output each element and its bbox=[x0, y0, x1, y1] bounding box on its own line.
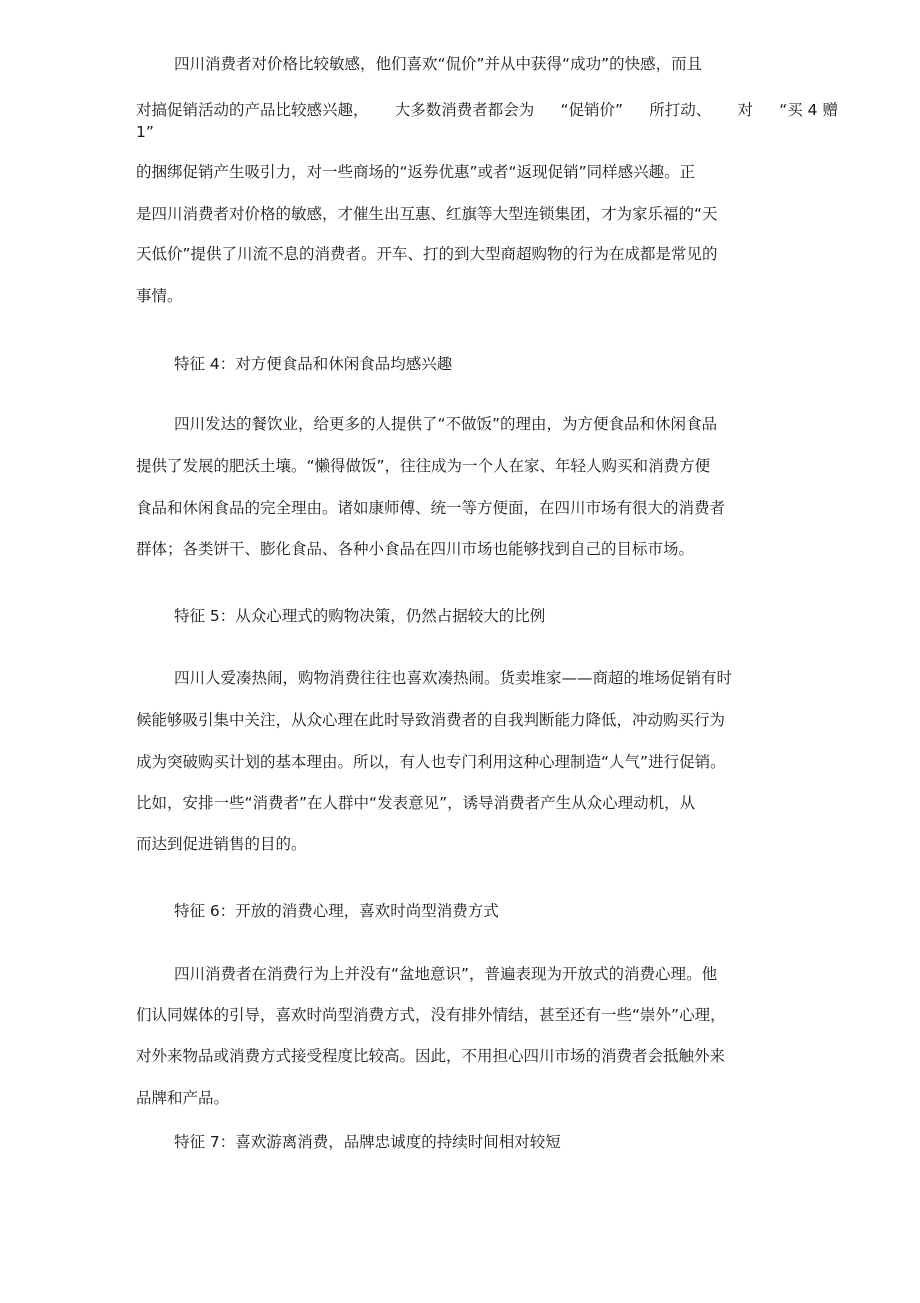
paragraph-line: 对外来物品或消费方式接受程度比较高。因此，不用担心四川市场的消费者会抵触外来 bbox=[136, 1047, 726, 1065]
section-heading: 特征 5：从众心理式的购物决策，仍然占据较大的比例 bbox=[174, 607, 546, 625]
paragraph-line: 是四川消费者对价格的敏感，才催生出互惠、红旗等大型连锁集团，才为家乐福的“天 bbox=[136, 205, 718, 223]
section-heading: 特征 4：对方便食品和休闲食品均感兴趣 bbox=[174, 355, 453, 373]
paragraph-line: 四川发达的餐饮业，给更多的人提供了“不做饭”的理由，为方便食品和休闲食品 bbox=[174, 415, 718, 433]
text-segment: “促销价” bbox=[560, 101, 624, 119]
paragraph-line: 四川消费者在消费行为上并没有“盆地意识”，普遍表现为开放式的消费心理。他 bbox=[174, 965, 718, 983]
paragraph-line: 品牌和产品。 bbox=[136, 1089, 230, 1107]
paragraph-line: 的捆绑促销产生吸引力，对一些商场的“返券优惠”或者“返现促销”同样感兴趣。正 bbox=[136, 163, 696, 181]
paragraph-line: 天低价”提供了川流不息的消费者。开车、打的到大型商超购物的行为在成都是常见的 bbox=[136, 245, 718, 263]
text-segment: “买 4 赠 bbox=[779, 101, 838, 119]
text-segment: 对 bbox=[737, 101, 753, 119]
paragraph-line: 群体；各类饼干、膨化食品、各种小食品在四川市场也能够找到自己的目标市场。 bbox=[136, 540, 695, 558]
text-segment: 大多数消费者都会为 bbox=[394, 101, 535, 119]
section-heading: 特征 6：开放的消费心理，喜欢时尚型消费方式 bbox=[174, 902, 499, 920]
paragraph-line: 食品和休闲食品的完全理由。诸如康师傅、统一等方便面，在四川市场有很大的消费者 bbox=[136, 499, 726, 517]
paragraph-line: 比如，安排一些“消费者”在人群中“发表意见”，诱导消费者产生从众心理动机，从 bbox=[136, 794, 696, 812]
section-heading: 特征 7：喜欢游离消费，品牌忠诚度的持续时间相对较短 bbox=[174, 1133, 561, 1151]
paragraph-line: 成为突破购买计划的基本理由。所以，有人也专门利用这种心理制造“人气”进行促销。 bbox=[136, 753, 726, 771]
paragraph-line bbox=[136, 100, 838, 120]
text-segment: 对搞促销活动的产品比较感兴趣， bbox=[136, 101, 369, 119]
paragraph-line: 们认同媒体的引导，喜欢时尚型消费方式，没有排外情结，甚至还有一些“崇外”心理， bbox=[136, 1006, 726, 1024]
paragraph-line: 提供了发展的肥沃土壤。“懒得做饭”，往往成为一个人在家、年轻人购买和消费方便 bbox=[136, 457, 711, 475]
paragraph-line: 1” bbox=[136, 123, 154, 141]
paragraph-line: 四川人爱凑热闹，购物消费往往也喜欢凑热闹。货卖堆家——商超的堆场促销有时 bbox=[174, 669, 733, 687]
paragraph-line: 四川消费者对价格比较敏感，他们喜欢“侃价”并从中获得“成功”的快感，而且 bbox=[174, 55, 703, 73]
text-segment: 所打动、 bbox=[649, 101, 712, 119]
paragraph-line: 候能够吸引集中关注，从众心理在此时导致消费者的自我判断能力降低，冲动购买行为 bbox=[136, 711, 726, 729]
paragraph-line: 事情。 bbox=[136, 287, 183, 305]
paragraph-line: 而达到促进销售的目的。 bbox=[136, 835, 307, 853]
